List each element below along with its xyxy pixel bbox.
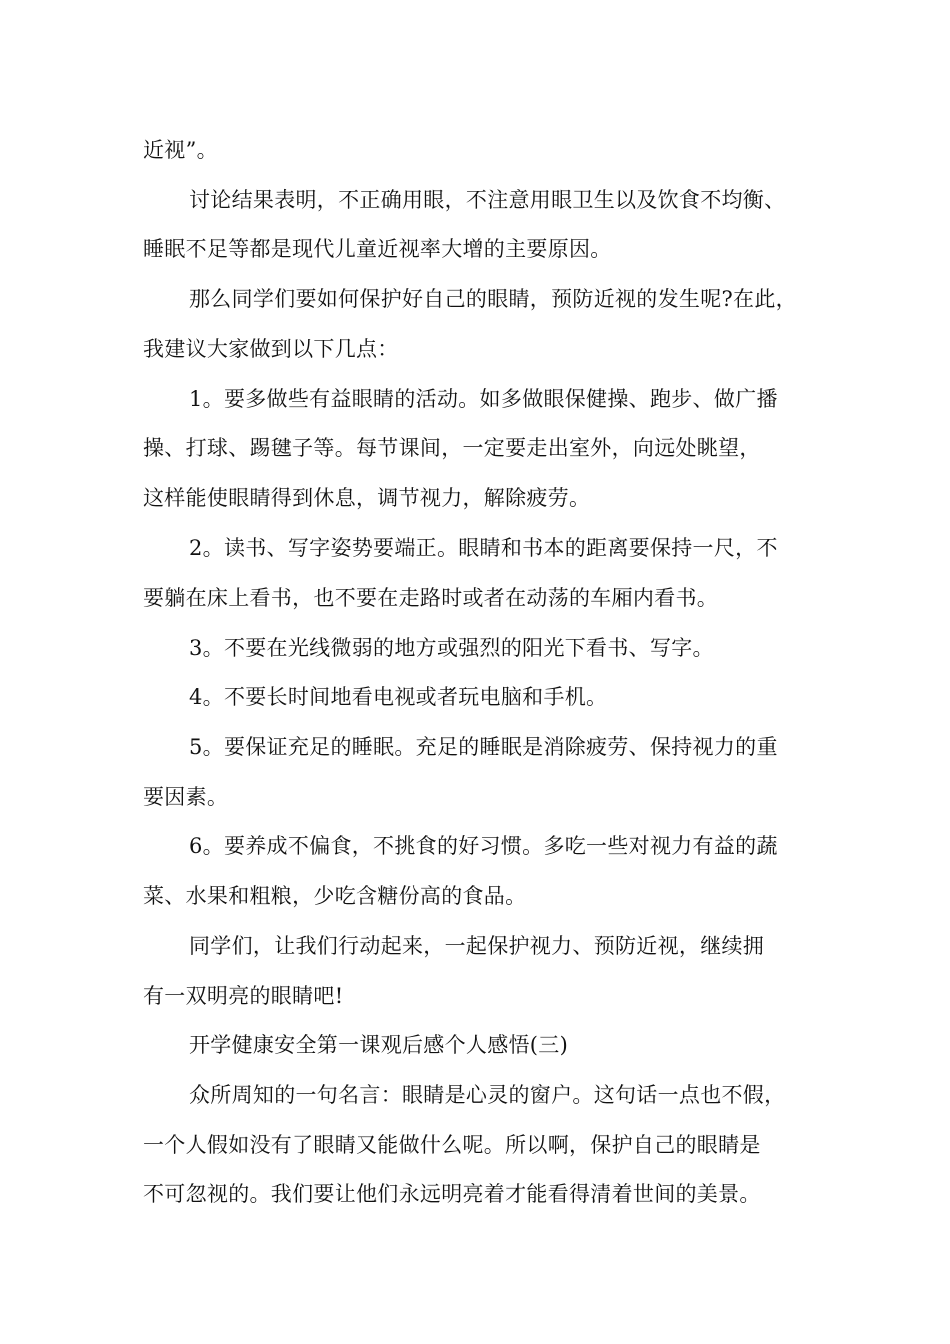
- list-item-1-line: 1。要多做些有益眼睛的活动。如多做眼保健操、跑步、做广播: [189, 387, 778, 411]
- section-heading: 开学健康安全第一课观后感个人感悟(三): [189, 1033, 569, 1057]
- list-item-6-line: 6。要养成不偏食，不挑食的好习惯。多吃一些对视力有益的蔬: [189, 834, 778, 858]
- paragraph-start-line: 众所周知的一句名言：眼睛是心灵的窗户。这句话一点也不假，: [189, 1083, 786, 1107]
- text-line: 近视”。: [143, 138, 218, 162]
- list-item-3-line: 3。不要在光线微弱的地方或强烈的阳光下看书、写字。: [189, 636, 714, 660]
- text-line: 菜、水果和粗粮，少吃含糖份高的食品。: [143, 884, 527, 908]
- text-line: 有一双明亮的眼睛吧!: [143, 984, 344, 1008]
- paragraph-start-line: 那么同学们要如何保护好自己的眼睛，预防近视的发生呢?在此，: [189, 287, 797, 311]
- text-line: 要因素。: [143, 785, 229, 809]
- paragraph-start-line: 同学们，让我们行动起来，一起保护视力、预防近视，继续拥: [189, 934, 765, 958]
- list-item-2-line: 2。读书、写字姿势要端正。眼睛和书本的距离要保持一尺，不: [189, 536, 778, 560]
- text-line: 睡眠不足等都是现代儿童近视率大增的主要原因。: [143, 237, 612, 261]
- text-line: 我建议大家做到以下几点：: [143, 337, 399, 361]
- list-item-4-line: 4。不要长时间地看电视或者玩电脑和手机。: [189, 685, 608, 709]
- text-line: 操、打球、踢毽子等。每节课间，一定要走出室外，向远处眺望，: [143, 436, 761, 460]
- text-line: 这样能使眼睛得到休息，调节视力，解除疲劳。: [143, 486, 591, 510]
- text-line: 不可忽视的。我们要让他们永远明亮着才能看得清着世间的美景。: [143, 1182, 761, 1206]
- paragraph-start-line: 讨论结果表明，不正确用眼，不注意用眼卫生以及饮食不均衡、: [189, 188, 786, 212]
- text-line: 一个人假如没有了眼睛又能做什么呢。所以啊，保护自己的眼睛是: [143, 1133, 761, 1157]
- list-item-5-line: 5。要保证充足的睡眠。充足的睡眠是消除疲劳、保持视力的重: [189, 735, 778, 759]
- text-line: 要躺在床上看书，也不要在走路时或者在动荡的车厢内看书。: [143, 586, 719, 610]
